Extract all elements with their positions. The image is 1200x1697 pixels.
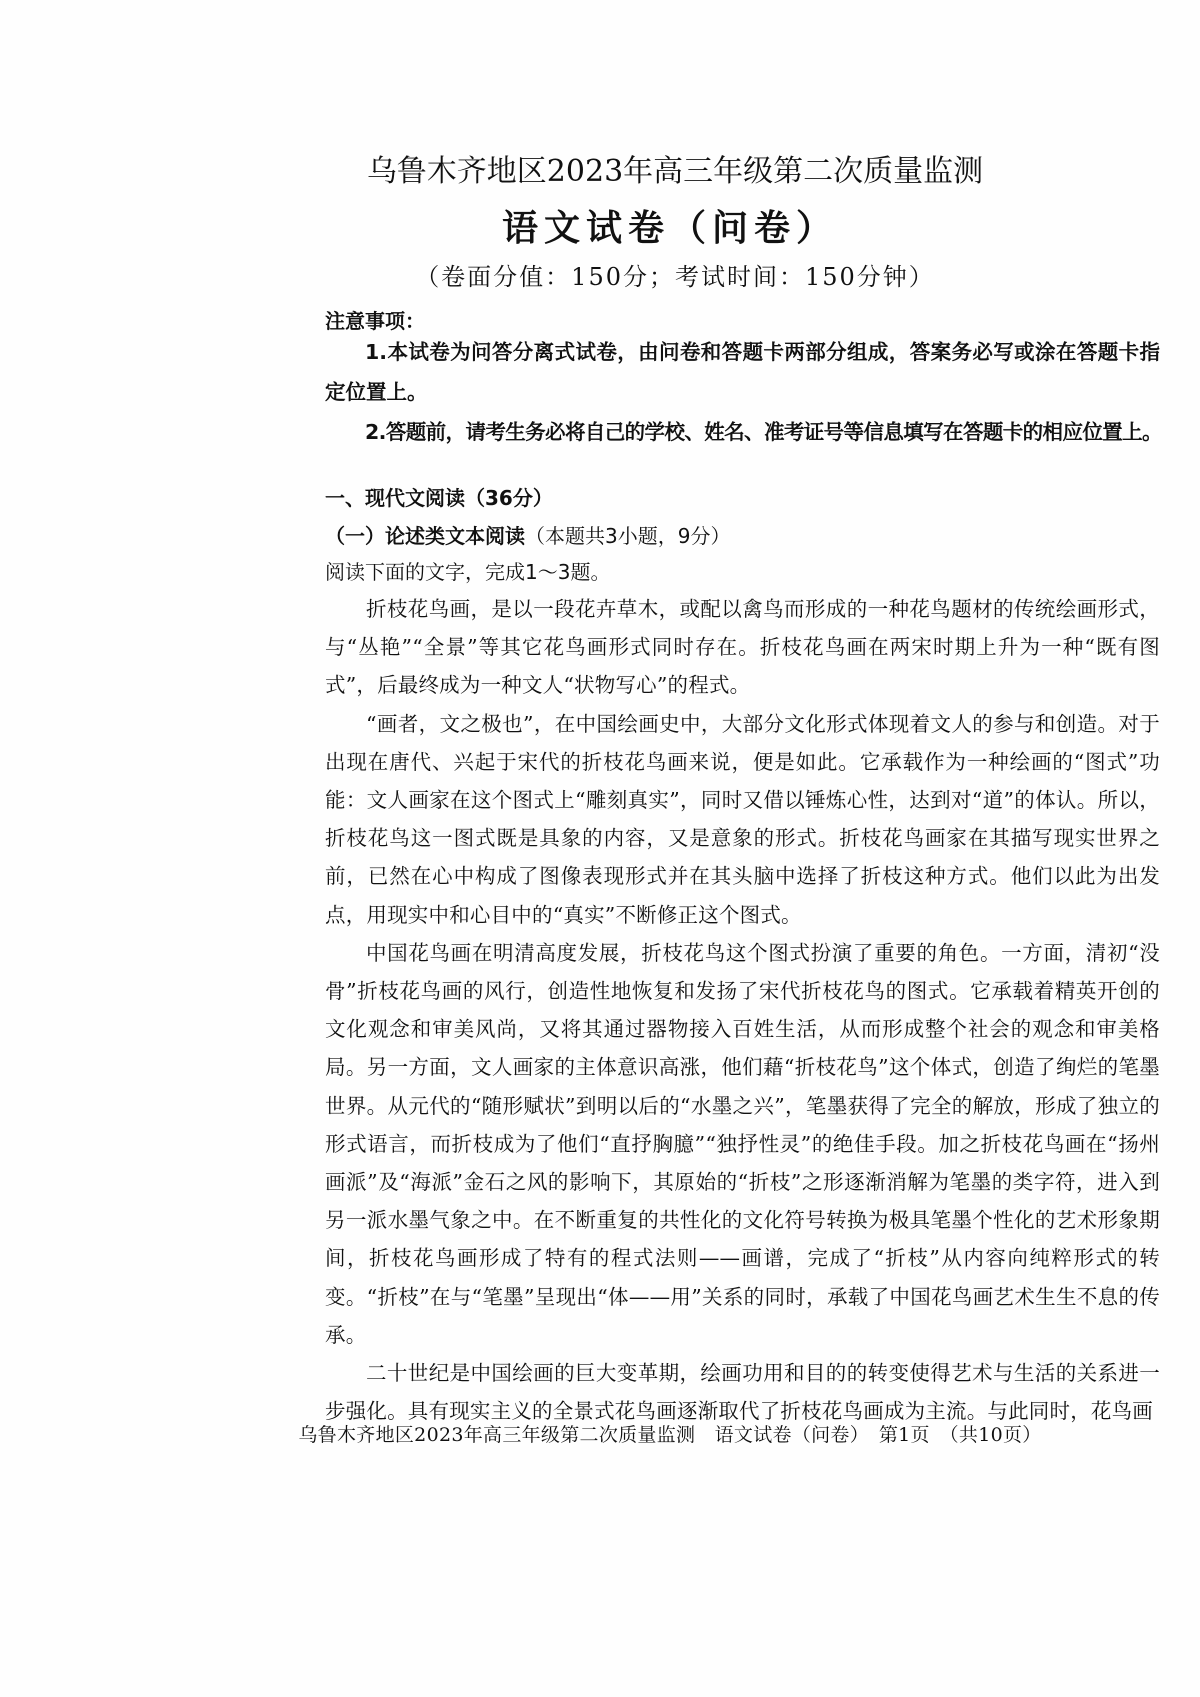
passage-paragraph-3: 中国花鸟画在明清高度发展，折枝花鸟这个图式扮演了重要的角色。一方面，清初“没骨”折枝花鸟画的风行，创造性地恢复和发扬了宋代折枝花鸟的图式。它承载着精英开创的文化观念和审美风尚，又将其通过器物接入百姓生活，从而形成整个社会的观念和审美格局。另一方面，文人画家的主体意识高涨，他们藉“折枝花鸟”这个体式，创造了绚烂的笔墨世界。从元代的“随形赋状”到明以后的“水墨之兴”，笔墨获得了完全的解放，形成了独立的形式语言，而折枝成为了他们“直抒胸臆”“独抒性灵”的绝佳手段。加之折枝花鸟画在“扬州画派”及“海派”金石之风的影响下，其原始的“折枝”之形逐渐消解为笔墨的类字符，进入到另一派水墨气象之中。在不断重复的共性化的文化符号转换为极具笔墨个性化的艺术形象期间，折枝花鸟画形成了特有的程式法则——画谱，完成了“折枝”从内容向纯粹形式的转变。“折枝”在与“笔墨”呈现出“体——用”关系的同时，承载了中国花鸟画艺术生生不息的传承。 <box>325 940 1160 1347</box>
paper-title: 语文试卷（问卷） <box>501 208 838 249</box>
notice-item-1: 1.本试卷为问答分离式试卷，由问卷和答题卡两部分组成，答案务必写或涂在答题卡指定位置上。 <box>325 340 1160 404</box>
notice-heading: 注意事项： <box>325 309 425 333</box>
section-heading: 一、现代文阅读（36分） <box>325 486 553 510</box>
reading-passage <box>325 590 1160 1430</box>
subsection-title: （一）论述类文本阅读 <box>325 524 525 548</box>
reading-instruction: 阅读下面的文字，完成1～3题。 <box>325 560 611 584</box>
exam-meta: （卷面分值：150分；考试时间：150分钟） <box>415 263 935 291</box>
page-footer: 乌鲁木齐地区2023年高三年级第二次质量监测 语文试卷（问卷） 第1页 （共10页） <box>298 1424 1042 1446</box>
subsection-note: （本题共3小题，9分） <box>525 524 731 548</box>
passage-paragraph-4: 二十世纪是中国绘画的巨大变革期，绘画功用和目的的转变使得艺术与生活的关系进一步强化。具有现实主义的全景式花鸟画逐渐取代了折枝花鸟画成为主流。与此同时，花鸟画 <box>325 1361 1160 1424</box>
subsection-heading <box>325 520 730 549</box>
exam-title: 乌鲁木齐地区2023年高三年级第二次质量监测 <box>366 154 984 189</box>
passage-paragraph-1: 折枝花鸟画，是以一段花卉草木，或配以禽鸟而形成的一种花鸟题材的传统绘画形式，与“丛艳”“全景”等其它花鸟画形式同时存在。折枝花鸟画在两宋时期上升为一种“既有图式”，后最终成为一种文人“状物写心”的程式。 <box>325 597 1160 698</box>
passage-paragraph-2: “画者，文之极也”，在中国绘画史中，大部分文化形式体现着文人的参与和创造。对于出现在唐代、兴起于宋代的折枝花鸟画来说，便是如此。它承载作为一种绘画的“图式”功能：文人画家在这个图式上“雕刻真实”，同时又借以锤炼心性，达到对“道”的体认。所以，折枝花鸟这一图式既是具象的内容，又是意象的形式。折枝花鸟画家在其描写现实世界之前，已然在心中构成了图像表现形式并在其头脑中选择了折枝这种方式。他们以此为出发点，用现实中和心目中的“真实”不断修正这个图式。 <box>325 711 1160 927</box>
notice-item-2: 2.答题前，请考生务必将自己的学校、姓名、准考证号等信息填写在答题卡的相应位置上。 <box>365 420 1162 444</box>
